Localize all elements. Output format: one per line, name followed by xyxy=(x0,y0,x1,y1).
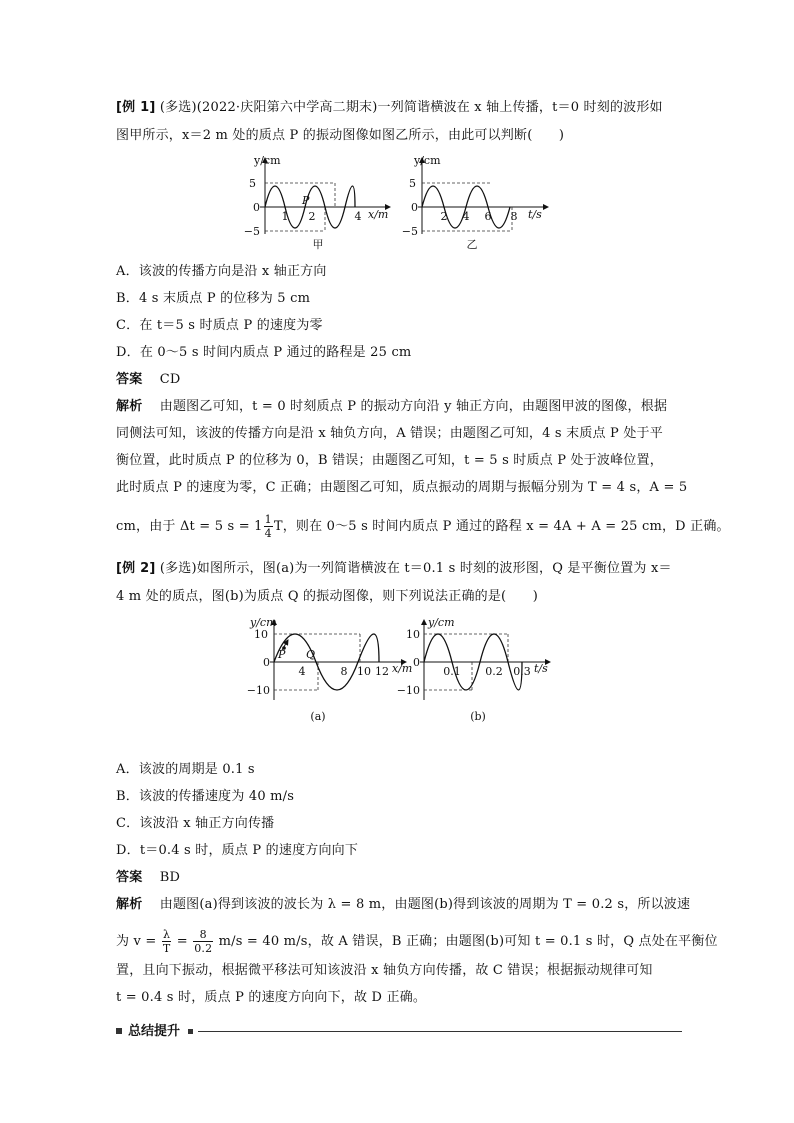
x-tick-12: 12 xyxy=(375,665,389,678)
answer-label: 答案 xyxy=(116,372,143,387)
fraction-numerator: λ xyxy=(163,928,171,941)
x-tick-2: 2 xyxy=(308,210,316,223)
x-axis-label: t/s xyxy=(534,662,548,675)
y-tick-0: 0 xyxy=(253,201,260,214)
ex1-stem-line-1 xyxy=(116,98,682,118)
fraction-one-quarter xyxy=(264,513,273,540)
ex2-option-d: D．t＝0.4 s 时，质点 P 的速度方向向下 xyxy=(116,843,359,858)
x-tick-8: 8 xyxy=(340,665,348,678)
point-q-label: Q xyxy=(306,648,316,661)
y-axis-label: y/cm xyxy=(428,616,455,629)
y-tick-10: 10 xyxy=(254,628,268,641)
ex2-analysis-line-2 xyxy=(116,928,718,955)
square-bullet-icon xyxy=(116,1028,122,1034)
ex1-option-b: B．4 s 末质点 P 的位移为 5 cm xyxy=(116,291,311,306)
ex2-answer-line xyxy=(116,868,682,888)
x-tick-10: 10 xyxy=(357,665,371,678)
y-tick-neg5: −5 xyxy=(243,225,260,238)
y-tick-0: 0 xyxy=(263,656,270,669)
point-p-label: P xyxy=(278,648,286,661)
point-p-label: P xyxy=(302,194,310,207)
answer-value: BD xyxy=(159,870,181,885)
x-axis-label: x/m xyxy=(368,208,389,221)
x-axis-label: x/m xyxy=(392,662,413,675)
analysis-text-2a: 为 v = xyxy=(116,934,157,949)
ex1-stem-2: 图甲所示，x＝2 m 处的质点 P 的振动图像如图乙所示，由此可以判断( ) xyxy=(116,128,565,143)
y-tick-0: 0 xyxy=(411,201,418,214)
fraction-denominator: T xyxy=(162,942,171,955)
ex2-analysis-line-3: 置，且向下振动，根据微平移法可知该波沿 x 轴负方向传播，故 C 错误；根据振动规律可知 xyxy=(116,963,653,978)
ex1-option-d: D．在 0～5 s 时间内质点 P 通过的路程是 25 cm xyxy=(116,345,412,360)
ex1-analysis-line-3: 衡位置，此时质点 P 的位移为 0，B 错误；由题图乙可知，t = 5 s 时质点 P 处于波峰位置， xyxy=(116,453,663,468)
ex1-answer-line xyxy=(116,370,682,390)
ex1-analysis-line-2: 同侧法可知，该波的传播方向是沿 x 轴负方向，A 错误；由题图乙可知，4 s 末质点 P 处于平 xyxy=(116,426,663,441)
y-tick-5: 5 xyxy=(409,177,416,190)
analysis-text-5a: cm，由于 Δt = 5 s = 1 xyxy=(116,519,263,534)
figure-caption: (a) xyxy=(310,710,326,723)
y-tick-neg5: −5 xyxy=(401,225,418,238)
ex2-tag: [例 2] xyxy=(116,561,156,576)
ex1-option-c: C．在 t＝5 s 时质点 P 的速度为零 xyxy=(116,318,323,333)
ex2-figure-wave xyxy=(244,614,414,726)
ex2-analysis-line-4: t = 0.4 s 时，质点 P 的速度方向向下，故 D 正确。 xyxy=(116,990,427,1005)
x-tick-4: 4 xyxy=(354,210,362,223)
analysis-text-1: 由题图(a)得到该波的波长为 λ = 8 m，由题图(b)得到该波的周期为 T = 0.2 s，所以波速 xyxy=(159,897,691,912)
ex1-stem-1: (多选)(2022·庆阳第六中学高二期末)一列简谐横波在 x 轴上传播，t＝0 时刻的波形如 xyxy=(159,100,663,115)
y-tick-0: 0 xyxy=(413,656,420,669)
divider xyxy=(198,1031,682,1032)
ex2-stem-line-1 xyxy=(116,559,682,579)
ex2-analysis-line-1 xyxy=(116,895,691,915)
figure-caption: 乙 xyxy=(466,238,478,251)
x-tick-0-1: 0.1 xyxy=(443,665,461,678)
ex2-option-b: B．该波的传播速度为 40 m/s xyxy=(116,789,295,804)
answer-value: CD xyxy=(159,372,181,387)
y-tick-10: 10 xyxy=(406,628,420,641)
x-axis-label: t/s xyxy=(528,208,542,221)
ex1-option-a: A．该波的传播方向是沿 x 轴正方向 xyxy=(116,264,327,279)
y-axis-label: y/cm xyxy=(250,616,277,629)
answer-label: 答案 xyxy=(116,870,143,885)
fraction-numerator: 1 xyxy=(264,513,272,526)
analysis-text-1: 由题图乙可知，t = 0 时刻质点 P 的振动方向沿 y 轴正方向，由题图甲波的图像，根据 xyxy=(159,399,668,414)
y-axis-label: y/cm xyxy=(414,154,441,167)
x-tick-4: 4 xyxy=(298,665,306,678)
fraction-lambda-over-t xyxy=(162,928,172,955)
x-tick-0-3: 0.3 xyxy=(513,665,531,678)
analysis-eq-sign: = xyxy=(176,934,188,949)
y-tick-5: 5 xyxy=(249,177,256,190)
ex1-analysis-line-5 xyxy=(116,513,730,540)
figure-caption: 甲 xyxy=(312,238,324,251)
figure-caption: (b) xyxy=(470,710,486,723)
ex1-analysis-line-4: 此时质点 P 的速度为零，C 正确；由题图乙可知，质点振动的周期与振幅分别为 T = 4 s，A = 5 xyxy=(116,480,688,495)
x-tick-0-2: 0.2 xyxy=(485,665,503,678)
ex1-tag: [例 1] xyxy=(116,100,156,115)
ex2-stem-2: 4 m 处的质点，图(b)为质点 Q 的振动图像，则下列说法正确的是( ) xyxy=(116,589,538,604)
ex1-analysis-line-1 xyxy=(116,397,682,417)
x-tick-1: 1 xyxy=(281,210,289,223)
x-tick-2: 2 xyxy=(440,210,448,223)
x-tick-4: 4 xyxy=(462,210,470,223)
x-tick-6: 6 xyxy=(484,210,492,223)
fraction-8-over-0-2 xyxy=(193,928,213,955)
fraction-denominator: 0.2 xyxy=(194,942,213,955)
y-tick-neg10: −10 xyxy=(246,684,270,697)
y-tick-neg10: −10 xyxy=(396,684,420,697)
ex2-option-c: C．该波沿 x 轴正方向传播 xyxy=(116,816,275,831)
fraction-numerator: 8 xyxy=(193,928,213,942)
analysis-label: 解析 xyxy=(116,897,143,912)
x-tick-8: 8 xyxy=(510,210,518,223)
summary-title: 总结提升 xyxy=(128,1024,181,1039)
ex1-figure-wave xyxy=(243,152,400,252)
fraction-denominator: 4 xyxy=(264,527,272,540)
square-bullet-icon xyxy=(188,1029,193,1034)
ex2-option-a: A．该波的周期是 0.1 s xyxy=(116,762,255,777)
analysis-text-5b: T，则在 0～5 s 时间内质点 P 通过的路程 x = 4A + A = 25 cm，D 正确。 xyxy=(273,519,730,534)
ex1-figure-vibration xyxy=(401,152,560,252)
summary-header xyxy=(116,1022,682,1042)
y-axis-label: y/cm xyxy=(254,154,281,167)
analysis-text-2b: m/s = 40 m/s，故 A 错误，B 正确；由题图(b)可知 t = 0.1 s 时，Q 点处在平衡位 xyxy=(218,934,718,949)
ex2-stem-1: (多选)如图所示，图(a)为一列简谐横波在 t＝0.1 s 时刻的波形图，Q 是平衡位置为 x＝ xyxy=(159,561,672,576)
analysis-label: 解析 xyxy=(116,399,143,414)
